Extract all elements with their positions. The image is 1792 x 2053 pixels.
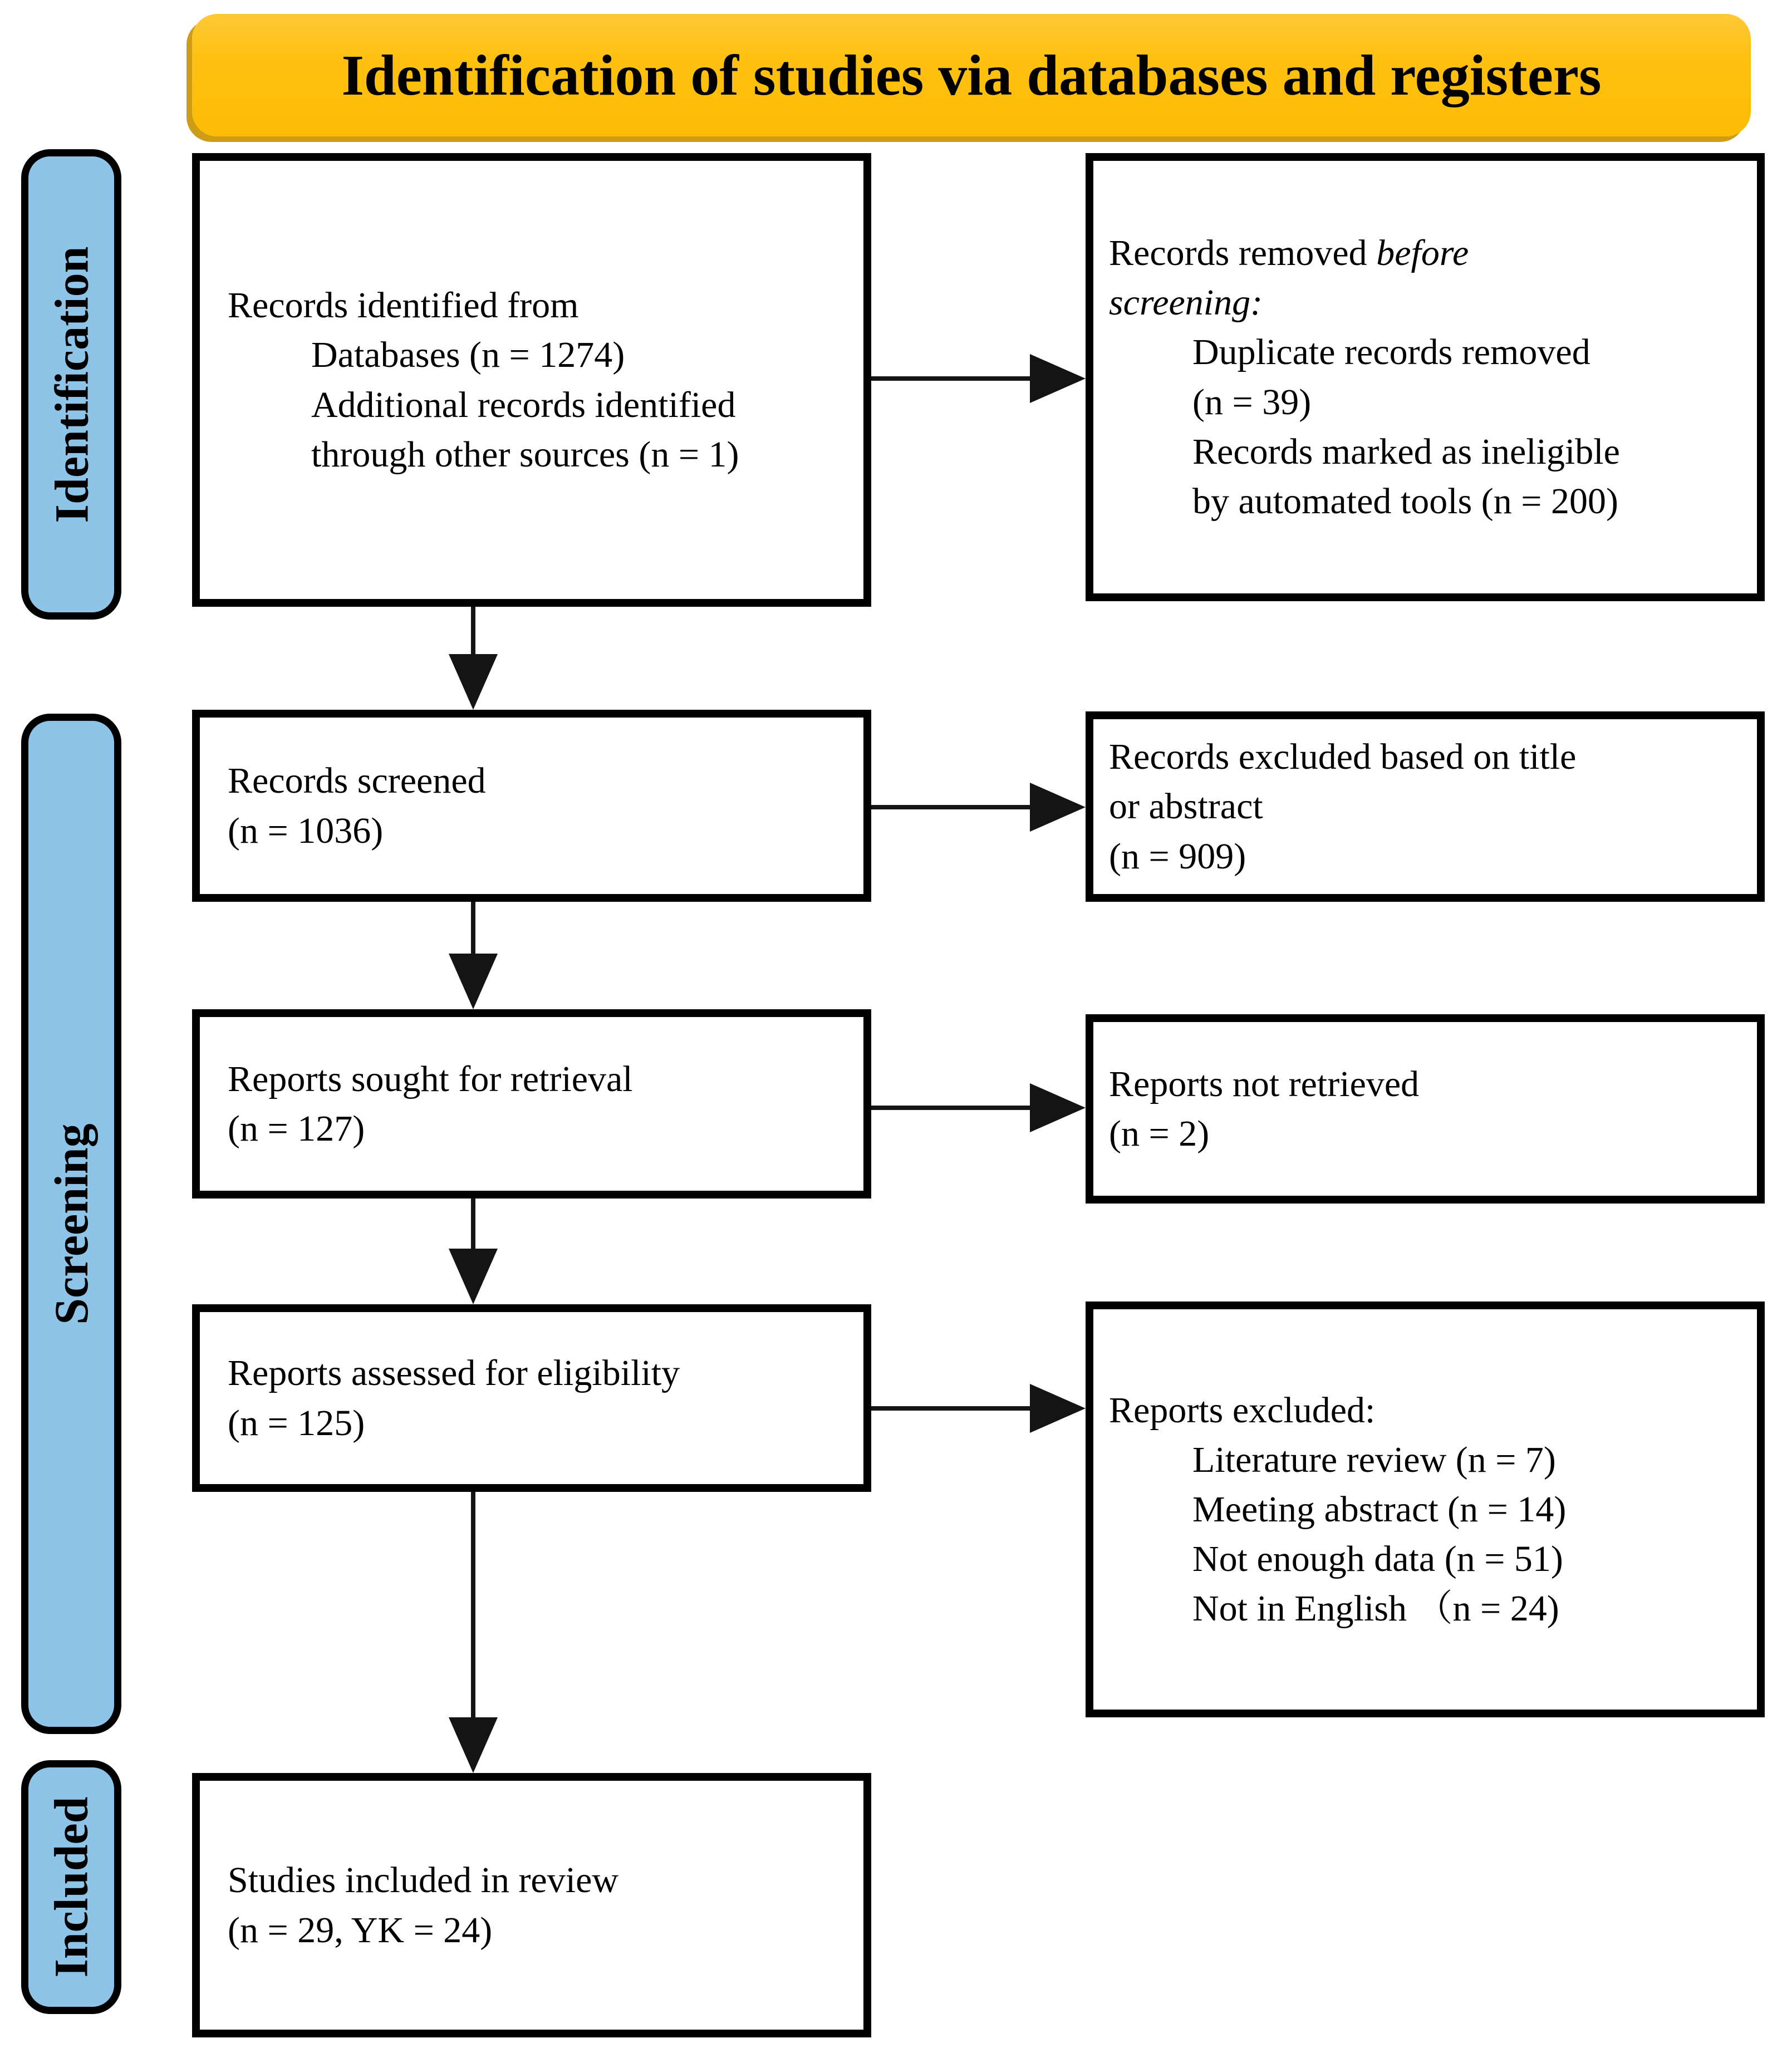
arrow-down-icon <box>471 1199 475 1250</box>
text-line: through other sources (n = 1) <box>311 434 739 475</box>
box-reports-excluded <box>1086 1301 1765 1717</box>
arrow-down-icon <box>471 902 475 955</box>
box-reports-sought <box>192 1009 871 1199</box>
text-line: Records removed before <box>1109 233 1469 274</box>
box-records-excluded <box>1086 711 1765 902</box>
arrow-right-icon <box>871 1406 1031 1411</box>
arrow-down-head-icon <box>449 1249 498 1304</box>
stage-screening-label: Screening <box>45 1123 99 1325</box>
text-line: (n = 2) <box>1109 1113 1210 1154</box>
text-line: Studies included in review <box>228 1860 619 1901</box>
text-line: (n = 127) <box>228 1108 365 1149</box>
arrow-right-head-icon <box>1030 783 1086 832</box>
text-line: Records marked as ineligible <box>1192 431 1620 472</box>
text-line: Reports not retrieved <box>1109 1063 1420 1104</box>
text-line: (n = 1036) <box>228 810 384 851</box>
stage-included-label: Included <box>45 1796 98 1978</box>
box-studies-included <box>192 1773 871 2037</box>
title-banner <box>192 14 1751 136</box>
text-line: Records screened <box>228 760 486 802</box>
box-reports-assessed <box>192 1304 871 1492</box>
text-line: Reports sought for retrieval <box>228 1058 633 1099</box>
text-line: Records identified from <box>228 285 579 326</box>
stage-identification <box>21 149 121 620</box>
arrow-right-head-icon <box>1030 354 1086 403</box>
text-line: Literature review (n = 7) <box>1192 1439 1556 1480</box>
arrow-down-head-icon <box>449 954 498 1009</box>
text-line: Meeting abstract (n = 14) <box>1192 1489 1567 1530</box>
text-line: Records excluded based on title <box>1109 736 1577 778</box>
box-records-identified <box>192 153 871 607</box>
arrow-right-icon <box>871 1106 1031 1110</box>
stage-screening <box>21 714 121 1734</box>
arrow-down-icon <box>471 1492 475 1718</box>
box-reports-not-retrieved <box>1086 1014 1765 1204</box>
arrow-right-icon <box>871 805 1031 809</box>
box-records-screened <box>192 710 871 902</box>
arrow-down-head-icon <box>449 1717 498 1773</box>
text-line: by automated tools (n = 200) <box>1192 480 1618 522</box>
arrow-right-icon <box>871 376 1031 381</box>
arrow-down-icon <box>471 607 475 656</box>
text-line: (n = 39) <box>1192 381 1312 423</box>
text-line: or abstract <box>1109 786 1263 827</box>
text-line: Not in English （n = 24) <box>1192 1588 1559 1629</box>
text-line: Reports assessed for eligibility <box>228 1353 680 1394</box>
text-line: (n = 29, YK = 24) <box>228 1909 493 1951</box>
text-line: Not enough data (n = 51) <box>1192 1539 1563 1580</box>
text-line: (n = 125) <box>228 1402 365 1443</box>
arrow-right-head-icon <box>1030 1083 1086 1132</box>
text-line: Databases (n = 1274) <box>311 335 625 376</box>
arrow-down-head-icon <box>449 654 498 710</box>
arrow-right-head-icon <box>1030 1384 1086 1433</box>
text-line: (n = 909) <box>1109 836 1246 877</box>
text-line: screening: <box>1109 282 1263 323</box>
stage-identification-label: Identification <box>45 246 98 523</box>
page-title: Identification of studies via databases and registers <box>341 43 1602 107</box>
text-line: Reports excluded: <box>1109 1389 1376 1431</box>
box-records-removed <box>1086 153 1765 601</box>
text-line: Duplicate records removed <box>1192 332 1590 373</box>
text-line: Additional records identified <box>311 384 736 425</box>
stage-included <box>21 1760 121 2014</box>
